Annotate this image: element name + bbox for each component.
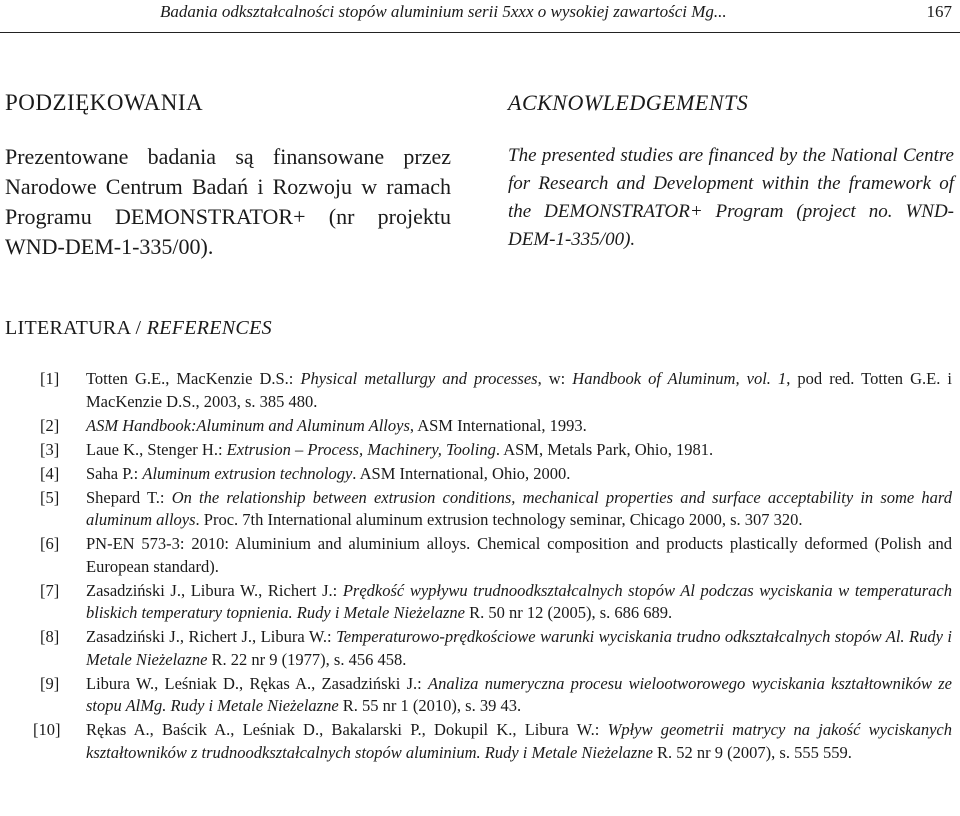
reference-item <box>0 487 960 532</box>
reference-item <box>0 415 960 438</box>
reference-number: [10] <box>33 720 61 739</box>
reference-item <box>0 463 960 486</box>
reference-number: [8] <box>40 627 60 646</box>
reference-number: [6] <box>40 534 60 553</box>
reference-text: Saha P.: <box>86 463 143 483</box>
reference-number: [3] <box>40 439 60 459</box>
reference-text: Rękas A., Baścik A., Leśniak D., Bakalarski P., Dokupil K., Libura W.: <box>86 720 608 739</box>
reference-text: R. 22 nr 9 (1977), s. 456 458. <box>207 649 407 669</box>
reference-number: [7] <box>40 580 60 600</box>
reference-item <box>0 439 960 462</box>
acknowledgements-en-text: The presented studies are financed by the National Centre for Research and Development within the framework of the DEMONSTRATOR+ Program (project no. WND-DEM-1-335/00). <box>508 145 954 250</box>
acknowledgements-en-heading: ACKNOWLEDGEMENTS <box>508 90 749 115</box>
running-title: Badania odkształcalności stopów aluminium serii 5xxx o wysokiej zawartości Mg... <box>160 2 727 21</box>
reference-title-text: ASM Handbook:Aluminum and Aluminum Alloys <box>86 415 410 435</box>
acknowledgements-pl-heading: PODZIĘKOWANIA <box>5 90 204 115</box>
reference-text: Shepard T.: <box>86 487 172 507</box>
reference-number: [9] <box>40 673 60 693</box>
reference-item <box>0 368 960 413</box>
reference-title-text: Handbook of Aluminum, vol. 1 <box>572 369 787 388</box>
references-heading <box>5 317 272 340</box>
reference-title-text: Aluminum extrusion technology <box>142 463 353 483</box>
reference-text: . ASM International, Ohio, 2000. <box>352 463 571 483</box>
reference-item <box>0 673 960 718</box>
references-heading-en: REFERENCES <box>146 317 272 339</box>
reference-title-text: Temperaturowo-prędkościowe warunki wyciskania trudno odkształcalnych stopów Al. Rudy i Metale Nieżelazne <box>86 627 952 669</box>
reference-text: . ASM, Metals Park, Ohio, 1981. <box>495 439 714 459</box>
reference-number: [2] <box>40 415 60 435</box>
acknowledgements-pl-text: Prezentowane badania są finansowane przez Narodowe Centrum Badań i Rozwoju w ramach Programu DEMONSTRATOR+ (nr projektu WND-DEM-1-335/00). <box>5 144 451 259</box>
reference-text: R. 50 nr 12 (2005), s. 686 689. <box>464 603 673 622</box>
reference-title-text: Physical metallurgy and processes <box>300 369 538 388</box>
reference-list <box>0 368 960 766</box>
page-number: 167 <box>926 2 952 21</box>
reference-title-text: Prędkość wypływu trudnoodkształcalnych stopów Al podczas wyciskania w temperaturach bliskich temperatury topnienia. Rudy i Metale Nieżelazne <box>86 580 952 622</box>
reference-text: , ASM International, 1993. <box>409 415 587 435</box>
reference-title-text: On the relationship between extrusion conditions, mechanical properties and surface acceptability in some hard aluminum alloys <box>86 487 952 529</box>
reference-text: Libura W., Leśniak D., Rękas A., Zasadziński J.: <box>86 673 429 693</box>
reference-number: [4] <box>40 463 60 483</box>
reference-text: , w: <box>537 369 573 388</box>
reference-text: . Proc. 7th International aluminum extrusion technology seminar, Chicago 2000, s. 307 320. <box>195 510 803 529</box>
reference-item <box>0 580 960 625</box>
running-header <box>0 0 960 33</box>
reference-text: , pod red. Totten G.E. i MacKenzie D.S., 2003, s. 385 480. <box>86 369 952 411</box>
reference-title-text: Wpływ geometrii matrycy na jakość wyciskanych kształtowników z trudnoodkształcalnych stopów aluminium. Rudy i Metale Nieżelazne <box>86 720 952 762</box>
reference-number: [1] <box>40 369 60 388</box>
reference-number: [5] <box>40 487 60 507</box>
reference-text: Totten G.E., MacKenzie D.S.: <box>86 369 301 388</box>
reference-text: Zasadziński J., Richert J., Libura W.: <box>86 627 337 646</box>
acknowledgements-pl <box>5 90 451 262</box>
reference-title-text: Analiza numeryczna procesu wielootworowego wyciskania kształtowników ze stopu AlMg. Rudy i Metale Nieżelazne <box>86 673 952 715</box>
references-heading-pl: LITERATURA / <box>5 317 147 339</box>
reference-text: R. 52 nr 9 (2007), s. 555 559. <box>652 742 852 762</box>
reference-item <box>0 626 960 671</box>
reference-item <box>0 719 960 764</box>
acknowledgements-en <box>508 90 954 254</box>
reference-item <box>0 533 960 578</box>
reference-text: R. 55 nr 1 (2010), s. 39 43. <box>338 696 522 715</box>
reference-text: PN-EN 573-3: 2010: Aluminium and aluminium alloys. Chemical composition and products plastically deformed (Polish and European standard). <box>86 534 952 576</box>
reference-title-text: Extrusion – Process, Machinery, Tooling <box>226 439 496 459</box>
reference-text: Zasadziński J., Libura W., Richert J.: <box>86 580 343 600</box>
reference-text: Laue K., Stenger H.: <box>86 439 227 459</box>
